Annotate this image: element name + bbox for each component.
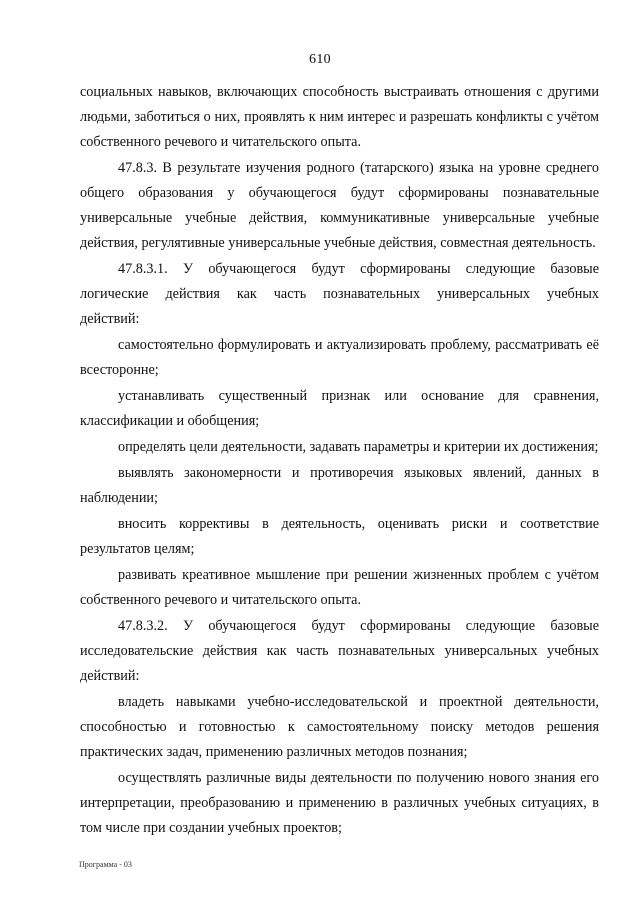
- footer-label: Программа - 03: [79, 860, 132, 869]
- page-number: 610: [309, 52, 331, 67]
- paragraph: 47.8.3. В результате изучения родного (татарского) языка на уровне среднего общего образования у обучающегося будут сформированы познавательные универсальные учебные действия, коммуникативные универсальные учебные действия, регулятивные универсальные учебные действия, совместная деятельность.: [80, 160, 599, 251]
- paragraph: владеть навыками учебно-исследовательской и проектной деятельности, способностью и готовностью к самостоятельному поиску методов решения практических задач, применению различных методов познания;: [80, 694, 599, 760]
- paragraph: устанавливать существенный признак или основание для сравнения, классификации и обобщения;: [80, 388, 599, 429]
- paragraph: социальных навыков, включающих способность выстраивать отношения с другими людьми, заботиться о них, проявлять к ним интерес и разрешать конфликты с учётом собственного речевого и читательского опыта.: [80, 84, 599, 150]
- paragraph: самостоятельно формулировать и актуализировать проблему, рассматривать её всесторонне;: [80, 337, 599, 378]
- paragraph: осуществлять различные виды деятельности по получению нового знания его интерпретации, преобразованию и применению в различных учебных ситуациях, в том числе при создании учебных проектов;: [80, 770, 599, 836]
- paragraph: 47.8.3.2. У обучающегося будут сформированы следующие базовые исследовательские действия как часть познавательных универсальных учебных действий:: [80, 618, 599, 684]
- paragraph: 47.8.3.1. У обучающегося будут сформированы следующие базовые логические действия как часть познавательных универсальных учебных действий:: [80, 261, 599, 327]
- paragraph: вносить коррективы в деятельность, оценивать риски и соответствие результатов целям;: [80, 516, 599, 557]
- paragraph: развивать креативное мышление при решении жизненных проблем с учётом собственного речевого и читательского опыта.: [80, 567, 599, 608]
- document-body: [80, 80, 599, 842]
- paragraph: выявлять закономерности и противоречия языковых явлений, данных в наблюдении;: [80, 465, 599, 506]
- paragraph: определять цели деятельности, задавать параметры и критерии их достижения;: [118, 439, 599, 455]
